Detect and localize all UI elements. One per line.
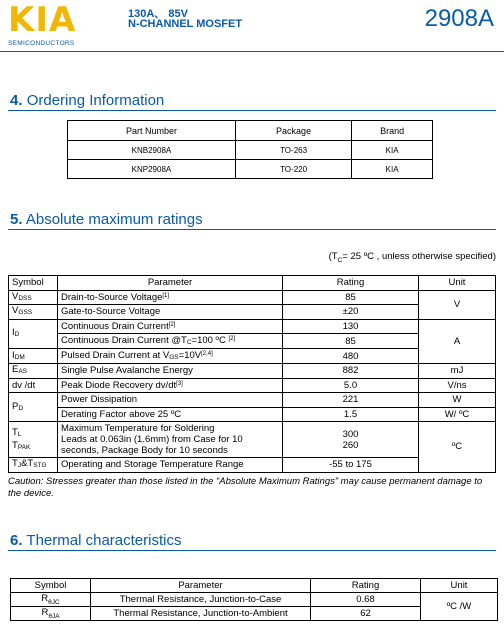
rating-cell: 882: [283, 364, 419, 379]
header-rating: 130A、 85V: [128, 8, 188, 20]
table-row: [9, 393, 496, 408]
col-symbol: Symbol: [9, 276, 58, 291]
col-unit: Unit: [421, 579, 498, 593]
unit-cell: ºC /W: [421, 593, 498, 621]
logo-subtitle: SEMICONDUCTORS: [8, 40, 75, 47]
unit-cell: V: [419, 290, 496, 319]
table-row: [9, 407, 496, 422]
section-title-text: Ordering Information: [26, 92, 165, 109]
rating-cell: 85: [283, 290, 419, 305]
parameter-cell: Drain-to-Source Voltage[1]: [58, 290, 283, 305]
parameter-cell: Pulsed Drain Current at $V_{GS}=10V[2,4]$: [58, 349, 283, 364]
col-rating: Rating: [283, 276, 419, 291]
col-parameter: Parameter: [91, 579, 311, 593]
rating-cell: 480: [283, 349, 419, 364]
col-brand: Brand: [352, 121, 433, 141]
cell: KNP2908A: [68, 160, 236, 179]
col-rating: Rating: [311, 579, 421, 593]
symbol-cell: $V_{DSS}$: [9, 290, 58, 305]
col-parameter: Parameter: [58, 276, 283, 291]
parameter-cell: Maximum Temperature for Soldering Leads at 0.063in (1.6mm) from Case for 10 seconds, Package Body for 10 seconds: [58, 422, 283, 458]
section-number: 4.: [10, 92, 23, 109]
rating-cell: 300 260: [283, 422, 419, 458]
parameter-cell: Operating and Storage Temperature Range: [58, 458, 283, 473]
symbol-cell: $T_L$ $T_{PAK}$: [9, 422, 58, 458]
section-title-text: Thermal characteristics: [26, 532, 182, 549]
table-row: [9, 422, 496, 458]
symbol-cell: $V_{GSS}$: [9, 305, 58, 320]
rating-cell: ±20: [283, 305, 419, 320]
col-package: Package: [235, 121, 351, 141]
symbol-cell: $R_{\theta JC}$: [11, 593, 91, 607]
section-thermal-title: [10, 532, 181, 549]
kia-logo: KIA: [8, 0, 77, 40]
table-row: [68, 160, 433, 179]
symbol-cell: $I_{DM}$: [9, 349, 58, 364]
col-symbol: Symbol: [11, 579, 91, 593]
unit-cell: V/ns: [419, 378, 496, 393]
unit-cell: ºC: [419, 422, 496, 473]
table-row: [11, 593, 498, 607]
parameter-cell: Continuous Drain Current[2]: [58, 319, 283, 334]
cell: TO-220: [235, 160, 351, 179]
unit-cell: A: [419, 319, 496, 364]
section-divider: [8, 550, 496, 551]
absolute-ratings-table: [8, 275, 496, 473]
section-number: 6.: [10, 532, 23, 549]
symbol-cell: dv /dt: [9, 378, 58, 393]
parameter-cell: Thermal Resistance, Junction-to-Ambient: [91, 607, 311, 621]
rating-cell: 130: [283, 319, 419, 334]
section-divider: [8, 229, 496, 230]
col-unit: Unit: [419, 276, 496, 291]
rating-cell: 1.5: [283, 407, 419, 422]
header-device-type: N-CHANNEL MOSFET: [128, 18, 243, 30]
symbol-cell: $R_{\theta JA}$: [11, 607, 91, 621]
table-row: [9, 319, 496, 334]
section-ordering-title: [10, 92, 164, 109]
col-part-number: Part Number: [68, 121, 236, 141]
parameter-cell: Continuous Drain Current $@T_C=100$ ºC [2]: [58, 334, 283, 349]
parameter-cell: Power Dissipation: [58, 393, 283, 408]
parameter-cell: Single Pulse Avalanche Energy: [58, 364, 283, 379]
cell: KNB2908A: [68, 141, 236, 160]
test-condition-note: ($T_C= 25$ ºC , unless otherwise specified): [328, 251, 496, 264]
rating-cell: 221: [283, 393, 419, 408]
section-absolute-title: [10, 211, 203, 228]
header-part-number: 2908A: [424, 5, 494, 32]
symbol-cell: $P_D$: [9, 393, 58, 422]
unit-cell: W/ ºC: [419, 407, 496, 422]
unit-cell: W: [419, 393, 496, 408]
cell: KIA: [352, 160, 433, 179]
header-divider: [0, 51, 504, 52]
thermal-table: [10, 578, 498, 621]
cell: KIA: [352, 141, 433, 160]
caution-note: Caution: Stresses greater than those listed in the “Absolute Maximum Ratings” may cause permanent damage to the device.: [8, 476, 483, 499]
parameter-cell: Peak Diode Recovery dv/dt[3]: [58, 378, 283, 393]
section-divider: [8, 110, 496, 111]
rating-cell: 0.68: [311, 593, 421, 607]
parameter-cell: Gate-to-Source Voltage: [58, 305, 283, 320]
rating-cell: -55 to 175: [283, 458, 419, 473]
parameter-cell: Thermal Resistance, Junction-to-Case: [91, 593, 311, 607]
section-title-text: Absolute maximum ratings: [25, 211, 203, 228]
table-row: [68, 141, 433, 160]
table-header-row: [11, 579, 498, 593]
table-header-row: [68, 121, 433, 141]
cell: TO-263: [235, 141, 351, 160]
unit-cell: mJ: [419, 364, 496, 379]
symbol-cell: $T_J\&T_{STG}$: [9, 458, 58, 473]
rating-cell: 5.0: [283, 378, 419, 393]
ordering-table: [67, 120, 433, 179]
table-row: [9, 378, 496, 393]
table-row: [9, 364, 496, 379]
symbol-cell: $I_D$: [9, 319, 58, 349]
section-number: 5.: [10, 211, 23, 228]
parameter-cell: Derating Factor above 25 ºC: [58, 407, 283, 422]
rating-cell: 85: [283, 334, 419, 349]
table-header-row: [9, 276, 496, 291]
rating-cell: 62: [311, 607, 421, 621]
symbol-cell: $E_{AS}$: [9, 364, 58, 379]
table-row: [9, 290, 496, 305]
